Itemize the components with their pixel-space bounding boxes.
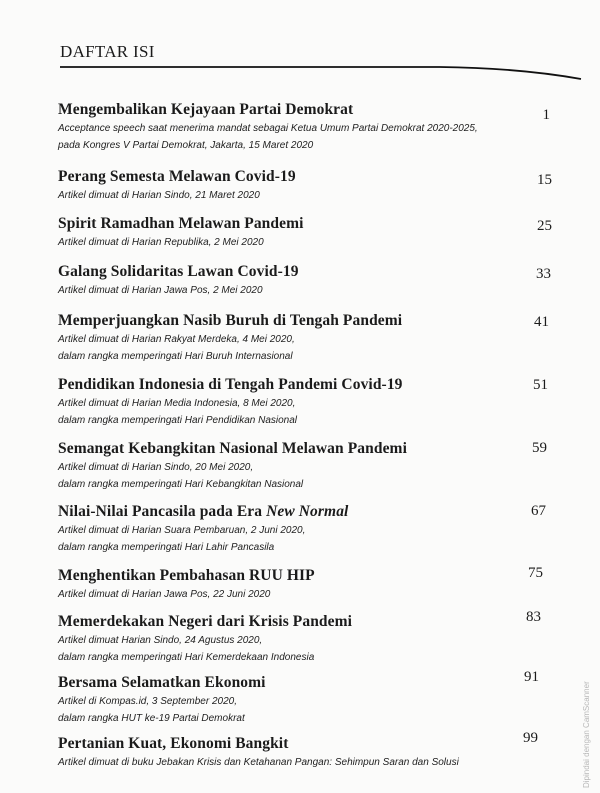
watermark-text: Dipindai dengan CamScanner [582,681,591,788]
entry-title: Galang Solidaritas Lawan Covid-19 [58,263,299,280]
entry-title: Pertanian Kuat, Ekonomi Bangkit [58,735,289,752]
page-number: 99 [523,730,538,746]
entry-subtitle: dalam rangka memperingati Hari Pendidikan Nasional [58,415,298,426]
toc-entry [58,734,498,771]
entry-subtitle: Artikel dimuat di Harian Jawa Pos, 22 Juni 2020 [58,589,271,600]
page-number: 75 [528,565,543,581]
entry-subtitle: dalam rangka memperingati Hari Kebangkitan Nasional [58,479,304,490]
entry-subtitle: Artikel dimuat di Harian Suara Pembaruan, 2 Juni 2020, [58,525,306,536]
entry-subtitle: Artikel dimuat di Harian Sindo, 21 Maret 2020 [58,190,260,201]
page-number: 33 [536,266,551,282]
entry-subtitle: dalam rangka memperingati Hari Buruh Internasional [58,351,293,362]
entry-title: Menghentikan Pembahasan RUU HIP [58,567,315,584]
toc-entry [58,612,558,666]
toc-entry [58,214,558,251]
toc-heading: DAFTAR ISI [60,42,155,61]
entry-subtitle: Artikel dimuat di Harian Jawa Pos, 2 Mei 2020 [58,285,263,296]
page-number: 51 [533,377,548,393]
entry-title: Perang Semesta Melawan Covid-19 [58,168,296,185]
toc-entry [58,311,558,365]
toc-entry [58,375,558,429]
entry-title: Spirit Ramadhan Melawan Pandemi [58,215,304,232]
page-number: 25 [537,218,552,234]
toc-entry [58,167,558,204]
page-number: 91 [524,669,539,685]
entry-title: Memerdekakan Negeri dari Krisis Pandemi [58,613,353,630]
heading-rule [0,60,600,84]
entry-title-text: Nilai-Nilai Pancasila pada Era [58,503,263,520]
entry-subtitle: Artikel dimuat Harian Sindo, 24 Agustus 2020, [58,635,263,646]
entry-subtitle: Acceptance speech saat menerima mandat sebagai Ketua Umum Partai Demokrat 2020-2025, [58,123,478,134]
entry-title-italic: New Normal [266,503,349,520]
entry-subtitle: Artikel dimuat di buku Jebakan Krisis dan Ketahanan Pangan: Sehimpun Saran dan Solusi [58,757,459,768]
entry-title: Bersama Selamatkan Ekonomi [58,674,266,691]
page-number: 15 [537,172,552,188]
entry-title: Pendidikan Indonesia di Tengah Pandemi Covid-19 [58,376,403,393]
entry-title: Memperjuangkan Nasib Buruh di Tengah Pandemi [58,312,403,329]
entry-title: Semangat Kebangkitan Nasional Melawan Pandemi [58,440,407,457]
entry-subtitle: pada Kongres V Partai Demokrat, Jakarta, 15 Maret 2020 [58,140,314,151]
entry-subtitle: dalam rangka memperingati Hari Lahir Pancasila [58,542,275,553]
entry-subtitle: Artikel dimuat di Harian Sindo, 20 Mei 2020, [58,462,254,473]
toc-entry [58,262,558,299]
scanner-watermark [578,660,598,790]
entry-title: Mengembalikan Kejayaan Partai Demokrat [58,101,354,118]
page-number: 1 [542,107,550,123]
entry-title [58,502,558,522]
toc-entry [58,566,558,603]
entry-subtitle: Artikel dimuat di Harian Republika, 2 Mei 2020 [58,237,264,248]
page-number: 83 [526,609,541,625]
page-number: 41 [534,314,549,330]
page-number: 67 [531,503,546,519]
toc-entry [58,100,558,154]
toc-entry [58,502,558,556]
entry-subtitle: Artikel di Kompas.id, 3 September 2020, [58,696,237,707]
entry-subtitle: dalam rangka HUT ke-19 Partai Demokrat [58,713,245,724]
entry-subtitle: Artikel dimuat di Harian Rakyat Merdeka, 4 Mei 2020, [58,334,295,345]
page-number: 59 [532,440,547,456]
toc-entry [58,439,558,493]
entry-subtitle: Artikel dimuat di Harian Media Indonesia, 8 Mei 2020, [58,398,296,409]
entry-subtitle: dalam rangka memperingati Hari Kemerdekaan Indonesia [58,652,315,663]
toc-entry [58,673,558,727]
